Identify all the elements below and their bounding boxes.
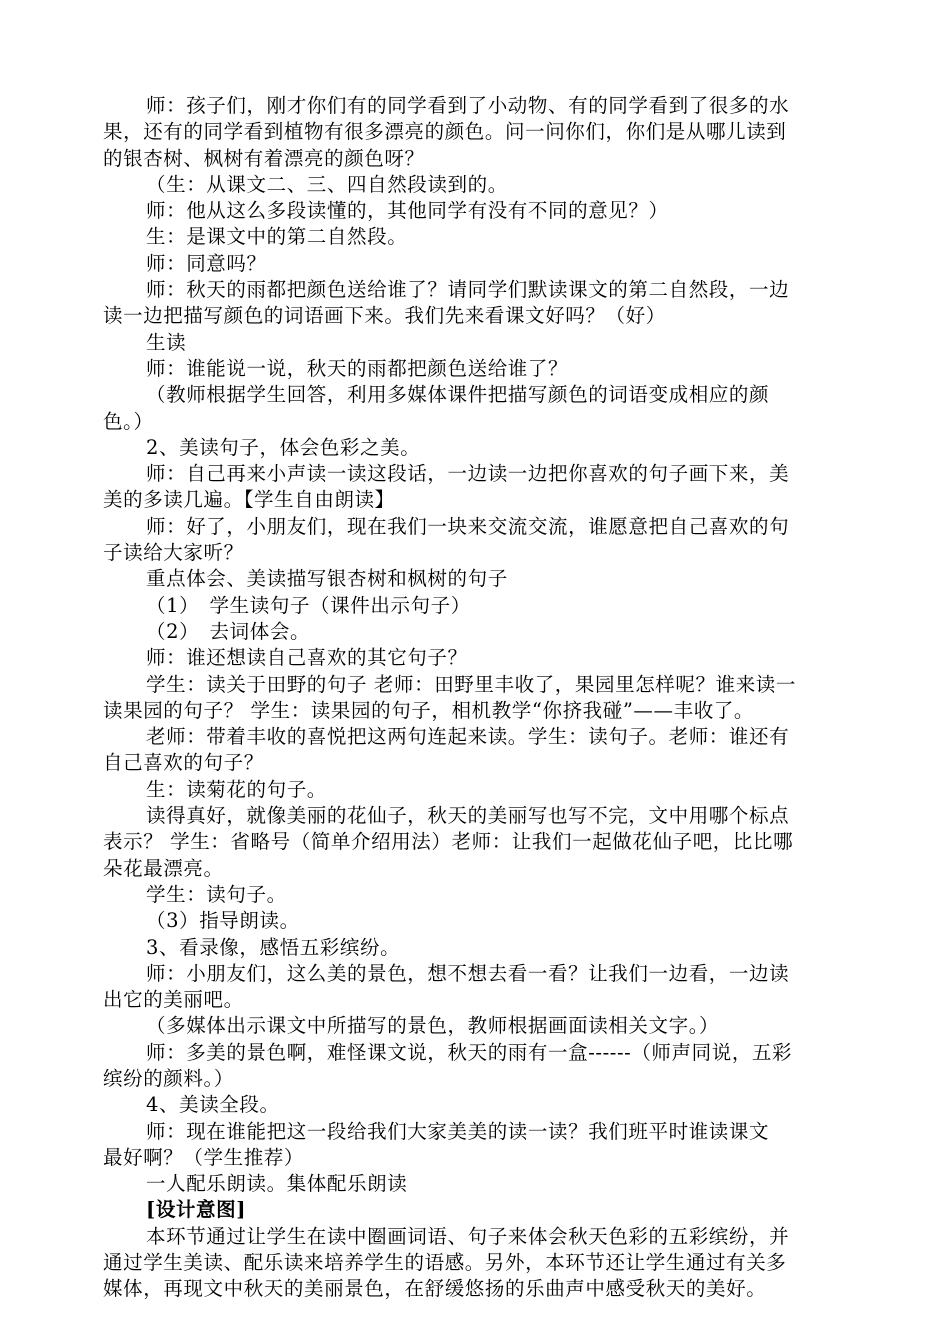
text-line: 表示？ 学生：省略号（简单介绍用法）老师：让我们一起做花仙子吧，比比哪 — [103, 830, 794, 854]
text-line: 通过学生美读、配乐读来培养学生的语感。另外，本环节还让学生通过有关多 — [103, 1251, 787, 1275]
text-line: 学生：读关于田野的句子 老师：田野里丰收了，果园里怎样呢？谁来读一 — [146, 672, 796, 696]
text-line: 媒体，再现文中秋天的美丽景色，在舒缓悠扬的乐曲声中感受秋天的美好。 — [103, 1277, 767, 1301]
text-line: 读果园的句子？ 学生：读果园的句子，相机教学“你挤我碰”——丰收了。 — [103, 698, 755, 722]
text-line: 读一边把描写颜色的词语画下来。我们先来看课文好吗？（好） — [103, 304, 666, 328]
text-line: 的银杏树、枫树有着漂亮的颜色呀？ — [103, 146, 425, 170]
text-line: 老师：带着丰收的喜悦把这两句连起来读。学生：读句子。老师：谁还有 — [146, 725, 790, 749]
text-line: 重点体会、美读描写银杏树和枫树的句子 — [146, 567, 508, 591]
text-line: 师：谁能说一说，秋天的雨都把颜色送给谁了？ — [146, 356, 569, 380]
text-line: 师：孩子们，刚才你们有的同学看到了小动物、有的同学看到了很多的水 — [146, 94, 790, 117]
text-line: 师：谁还想读自己喜欢的其它句子？ — [146, 646, 468, 670]
text-line: 师：自己再来小声读一读这段话，一边读一边把你喜欢的句子画下来，美 — [146, 462, 790, 486]
text-line: 学生：读句子。 — [146, 882, 287, 906]
text-line: 师：小朋友们，这么美的景色，想不想去看一看？让我们一边看，一边读 — [146, 961, 790, 985]
text-line: 自己喜欢的句子？ — [103, 751, 264, 775]
text-line: 缤纷的颜料。） — [103, 1066, 234, 1090]
text-line: 色。） — [103, 409, 154, 433]
text-line: 读得真好，就像美丽的花仙子，秋天的美丽写也写不完，文中用哪个标点 — [146, 804, 790, 828]
section-heading: 4、美读全段。 — [146, 1093, 280, 1117]
text-line: 本环节通过让学生在读中圈画词语、句子来体会秋天色彩的五彩缤纷，并 — [146, 1224, 790, 1248]
text-line: 生：读菊花的句子。 — [146, 777, 327, 801]
text-line: （3）指导朗读。 — [146, 909, 300, 933]
text-line: 生读 — [146, 330, 187, 354]
text-line: 美的多读几遍。【学生自由朗读】 — [103, 488, 395, 512]
text-line: （多媒体出示课文中所描写的景色，教师根据画面读相关文字。） — [146, 1014, 720, 1038]
design-intent-heading: [设计意图] — [146, 1198, 247, 1222]
text-line: 一人配乐朗读。集体配乐朗读 — [146, 1172, 408, 1196]
text-line: （1） 学生读句子（课件出示句子） — [146, 593, 471, 617]
text-line: 师：多美的景色啊，难怪课文说，秋天的雨有一盒------（师声同说，五彩 — [146, 1040, 793, 1064]
text-line: 朵花最漂亮。 — [103, 856, 224, 880]
section-heading: 2、美读句子，体会色彩之美。 — [146, 435, 421, 459]
document-body — [103, 93, 849, 1303]
text-line: 最好啊？（学生推荐） — [103, 1145, 305, 1169]
text-line: 师：同意吗？ — [146, 251, 267, 275]
text-line: 师：秋天的雨都把颜色送给谁了？请同学们默读课文的第二自然段，一边 — [146, 278, 790, 302]
text-line: 师：现在谁能把这一段给我们大家美美的读一读？我们班平时谁读课文 — [146, 1119, 770, 1143]
text-line: 师：好了，小朋友们，现在我们一块来交流交流，谁愿意把自己喜欢的句 — [146, 514, 790, 538]
text-line: （2） 去词体会。 — [146, 619, 311, 643]
text-line: （教师根据学生回答，利用多媒体课件把描写颜色的词语变成相应的颜 — [146, 383, 770, 407]
text-line: 果，还有的同学看到植物有很多漂亮的颜色。问一问你们，你们是从哪儿读到 — [103, 120, 787, 144]
text-line: 生：是课文中的第二自然段。 — [146, 225, 408, 249]
section-heading: 3、看录像，感悟五彩缤纷。 — [146, 935, 401, 959]
text-line: 子读给大家听？ — [103, 541, 244, 565]
text-line: 出它的美丽吧。 — [103, 988, 244, 1012]
text-line: 师：他从这么多段读懂的，其他同学有没有不同的意见？） — [146, 199, 669, 223]
text-line: （生：从课文二、三、四自然段读到的。 — [146, 172, 508, 196]
